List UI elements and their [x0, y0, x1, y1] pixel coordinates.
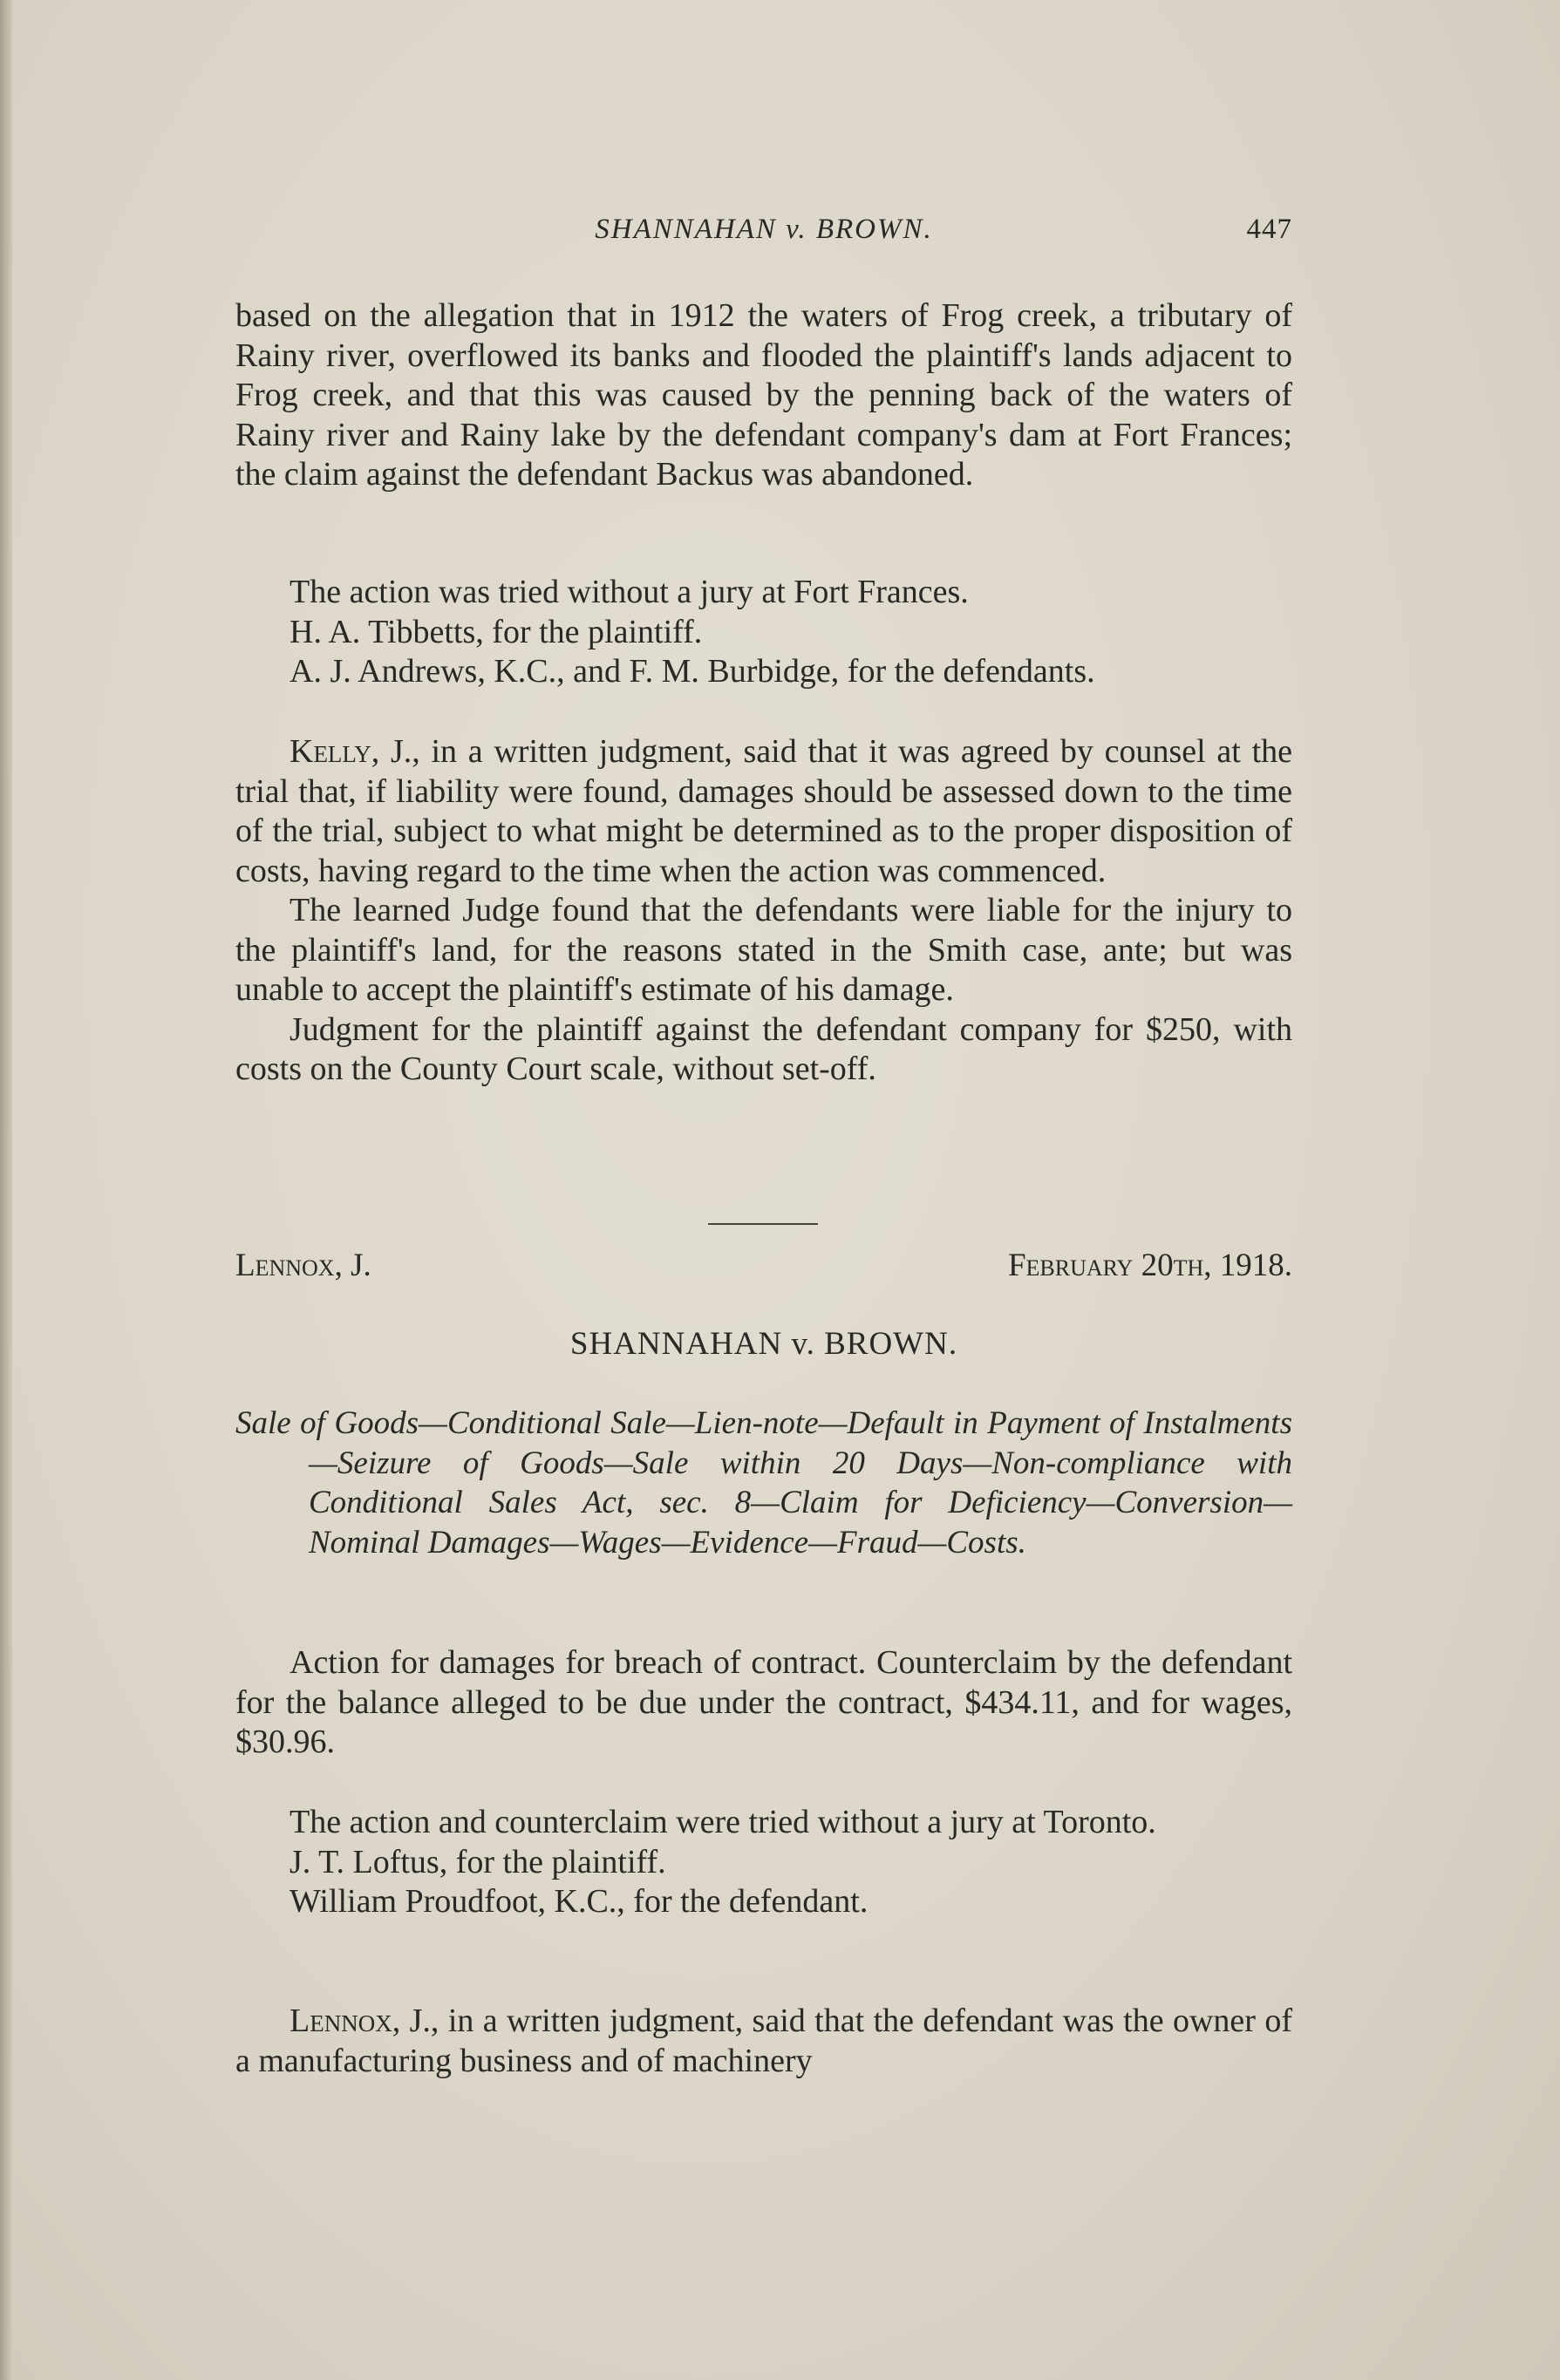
result-paragraph: Judgment for the plaintiff against the defendant company for $250, with costs on the County Court scale, without set-off.: [235, 1010, 1292, 1087]
allegation-paragraph: based on the allegation that in 1912 the waters of Frog creek, a tributary of Rainy river, overflowed its banks and flooded the plaintiff's lands adjacent to Frog creek, and that this was caused by the penning back of the waters of Rainy river and Rainy lake by the defendant company's dam at Fort Frances; the claim against the defendant Backus was abandoned.: [235, 297, 1292, 493]
page-binding-edge: [0, 0, 12, 2380]
action-paragraph: Action for damages for breach of contract. Counterclaim by the defendant for the balance alleged to be due under the contract, $434.11, and for wages, $30.96.: [235, 1644, 1292, 1760]
trial-paragraph-2: The action and counterclaim were tried without a jury at Toronto.: [290, 1804, 1156, 1840]
case-judge: Lennox, J.: [235, 1248, 371, 1283]
counsel-plaintiff: H. A. Tibbetts, for the plaintiff.: [290, 613, 703, 650]
section-continued-text: [235, 296, 1292, 495]
section-divider: [708, 1223, 818, 1225]
judge-name-2: Lennox: [290, 2003, 392, 2039]
counsel-plaintiff-2: J. T. Loftus, for the plaintiff.: [290, 1843, 666, 1880]
case-header-line: [235, 1247, 1292, 1290]
trial-location: The action was tried without a jury at Fort Frances.: [290, 574, 969, 610]
judgment-paragraph: [235, 732, 1292, 891]
headnote: Sale of Goods—Conditional Sale—Lien-note—Default in Payment of Instalments—Seizure of Goods—Sale within 20 Days—Non-compliance with Conditional Sales Act, sec. 8—Claim for Deficiency—Conversion—Nominal Damages—Wages—Evidence—Fraud—Costs.: [235, 1405, 1292, 1561]
finding-paragraph: The learned Judge found that the defendants were liable for the injury to the plaintiff's land, for the reasons stated in the Smith case, ante; but was unable to accept the plaintiff's estimate of his damage.: [235, 892, 1292, 1008]
judgment-section: [235, 732, 1292, 1090]
case-title: SHANNAHAN v. BROWN.: [569, 1326, 958, 1362]
running-title: SHANNAHAN v. BROWN.: [595, 214, 933, 245]
action-section: [235, 1643, 1292, 1763]
judgment-text-2: , J., in a written judgment, said that the defendant was the owner of a manufacturing business and of machinery: [235, 2003, 1292, 2079]
judgment-text: , J., in a written judgment, said that it was agreed by counsel at the trial that, if liability were found, damages should be assessed down to the time of the trial, subject to what might be determined as to the proper disposition of costs, having regard to the time when the action was commenced.: [235, 733, 1292, 889]
judgment-paragraph-2: [235, 2002, 1292, 2081]
trial-section-2: [235, 1803, 1292, 1922]
page-number: 447: [1246, 214, 1292, 245]
trial-details: [235, 573, 1292, 692]
running-head: [235, 214, 1292, 257]
judge-name: Kelly: [290, 733, 371, 770]
case-date: February 20th, 1918.: [1007, 1248, 1292, 1283]
judgment-section-2: [235, 2002, 1292, 2081]
counsel-defendants: A. J. Andrews, K.C., and F. M. Burbidge, for the defendants.: [290, 653, 1095, 690]
counsel-defendant-2: William Proudfoot, K.C., for the defendant.: [290, 1883, 869, 1920]
